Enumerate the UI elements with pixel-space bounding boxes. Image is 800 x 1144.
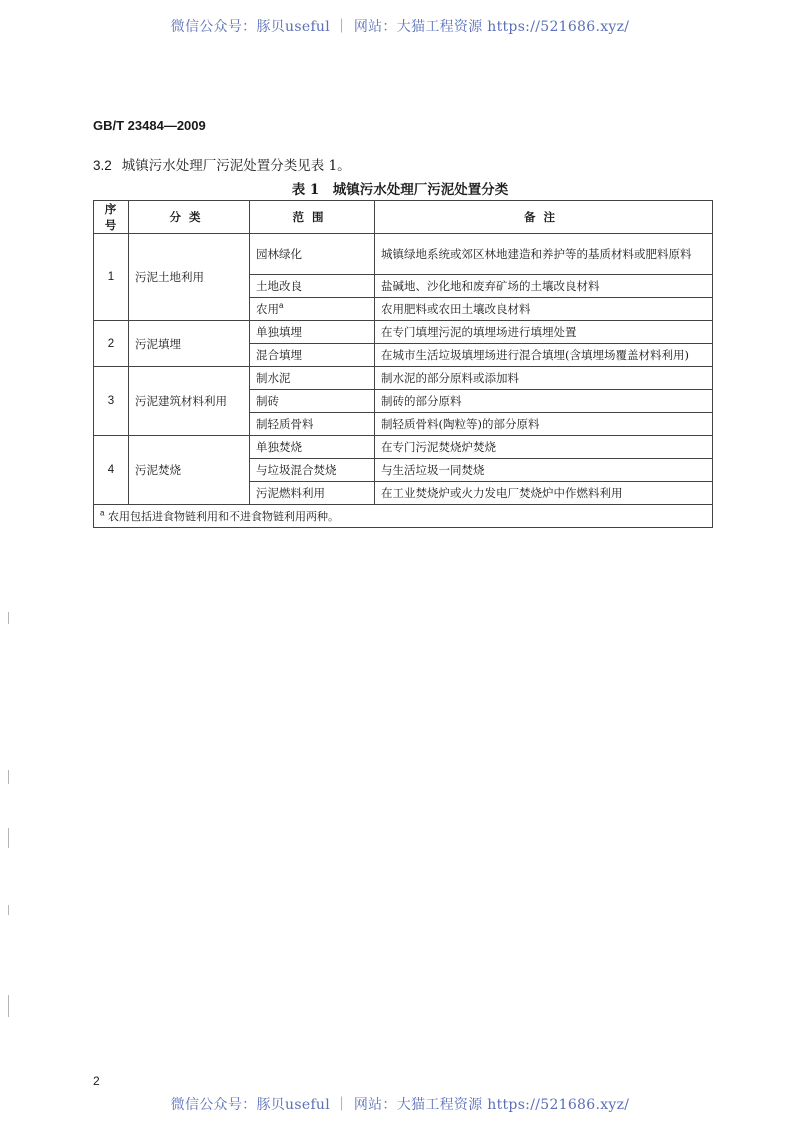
- note-cell: 农用肥料或农田土壤改良材料: [375, 298, 713, 321]
- footnote-mark: a: [100, 508, 105, 518]
- header-category: 分类: [129, 201, 250, 234]
- table-row: [94, 234, 713, 275]
- group-category: 污泥焚烧: [129, 436, 250, 505]
- footnote-row: [94, 505, 713, 528]
- table-row: [94, 321, 713, 344]
- scan-edge-mark: [8, 995, 9, 1017]
- watermark-bottom: 微信公众号：豚贝useful ｜ 网站：大猫工程资源 https://521686.xyz/: [170, 1097, 630, 1113]
- header-note: 备注: [375, 201, 713, 234]
- table-header-row: [94, 201, 713, 234]
- scan-edge-mark: [8, 828, 9, 848]
- group-number: 1: [94, 234, 129, 321]
- note-cell: 与生活垃圾一同焚烧: [375, 459, 713, 482]
- scope-cell: 单独焚烧: [250, 436, 375, 459]
- note-cell: 城镇绿地系统或郊区林地建造和养护等的基质材料或肥料原料: [375, 234, 713, 275]
- header-no: 序号: [94, 201, 129, 234]
- table-row: [94, 367, 713, 390]
- table-footnote: [94, 505, 713, 528]
- scan-edge-mark: [8, 612, 9, 624]
- section-text: 城镇污水处理厂污泥处置分类见表 1。: [121, 158, 351, 174]
- footnote-ref: a: [279, 301, 284, 311]
- note-cell: 盐碱地、沙化地和废弃矿场的土壤改良材料: [375, 275, 713, 298]
- scope-cell: 园林绿化: [250, 234, 375, 275]
- note-cell: 制水泥的部分原料或添加料: [375, 367, 713, 390]
- scope-text: 农用: [256, 302, 279, 316]
- watermark-top: 微信公众号：豚贝useful ｜ 网站：大猫工程资源 https://521686.xyz/: [170, 19, 630, 35]
- scope-cell: 制轻质骨料: [250, 413, 375, 436]
- table-title: 表 1 城镇污水处理厂污泥处置分类: [291, 182, 509, 198]
- scope-cell: 制水泥: [250, 367, 375, 390]
- scope-cell: 制砖: [250, 390, 375, 413]
- table-row: [94, 436, 713, 459]
- note-cell: 在工业焚烧炉或火力发电厂焚烧炉中作燃料利用: [375, 482, 713, 505]
- scope-cell: 土地改良: [250, 275, 375, 298]
- note-cell: 在城市生活垃圾填埋场进行混合填埋(含填埋场覆盖材料利用): [375, 344, 713, 367]
- scan-edge-mark: [8, 770, 9, 784]
- scope-cell: 污泥燃料利用: [250, 482, 375, 505]
- scope-cell: 混合填埋: [250, 344, 375, 367]
- group-number: 2: [94, 321, 129, 367]
- standard-code: GB/T 23484—2009: [93, 118, 206, 133]
- note-cell: 制轻质骨料(陶粒等)的部分原料: [375, 413, 713, 436]
- scope-cell: 与垃圾混合焚烧: [250, 459, 375, 482]
- note-cell: 在专门污泥焚烧炉焚烧: [375, 436, 713, 459]
- group-category: 污泥填埋: [129, 321, 250, 367]
- scope-cell: 单独填埋: [250, 321, 375, 344]
- note-cell: 在专门填埋污泥的填埋场进行填埋处置: [375, 321, 713, 344]
- section-3-2: [93, 154, 351, 174]
- scan-edge-mark: [8, 905, 9, 915]
- group-category: 污泥建筑材料利用: [129, 367, 250, 436]
- group-number: 3: [94, 367, 129, 436]
- section-number: 3.2: [93, 158, 112, 173]
- group-number: 4: [94, 436, 129, 505]
- page-number: 2: [93, 1074, 100, 1088]
- sludge-disposal-table: [93, 200, 713, 528]
- footnote-text: 农用包括进食物链利用和不进食物链利用两种。: [107, 510, 339, 523]
- header-scope: 范围: [250, 201, 375, 234]
- scope-cell: [250, 298, 375, 321]
- note-cell: 制砖的部分原料: [375, 390, 713, 413]
- group-category: 污泥土地利用: [129, 234, 250, 321]
